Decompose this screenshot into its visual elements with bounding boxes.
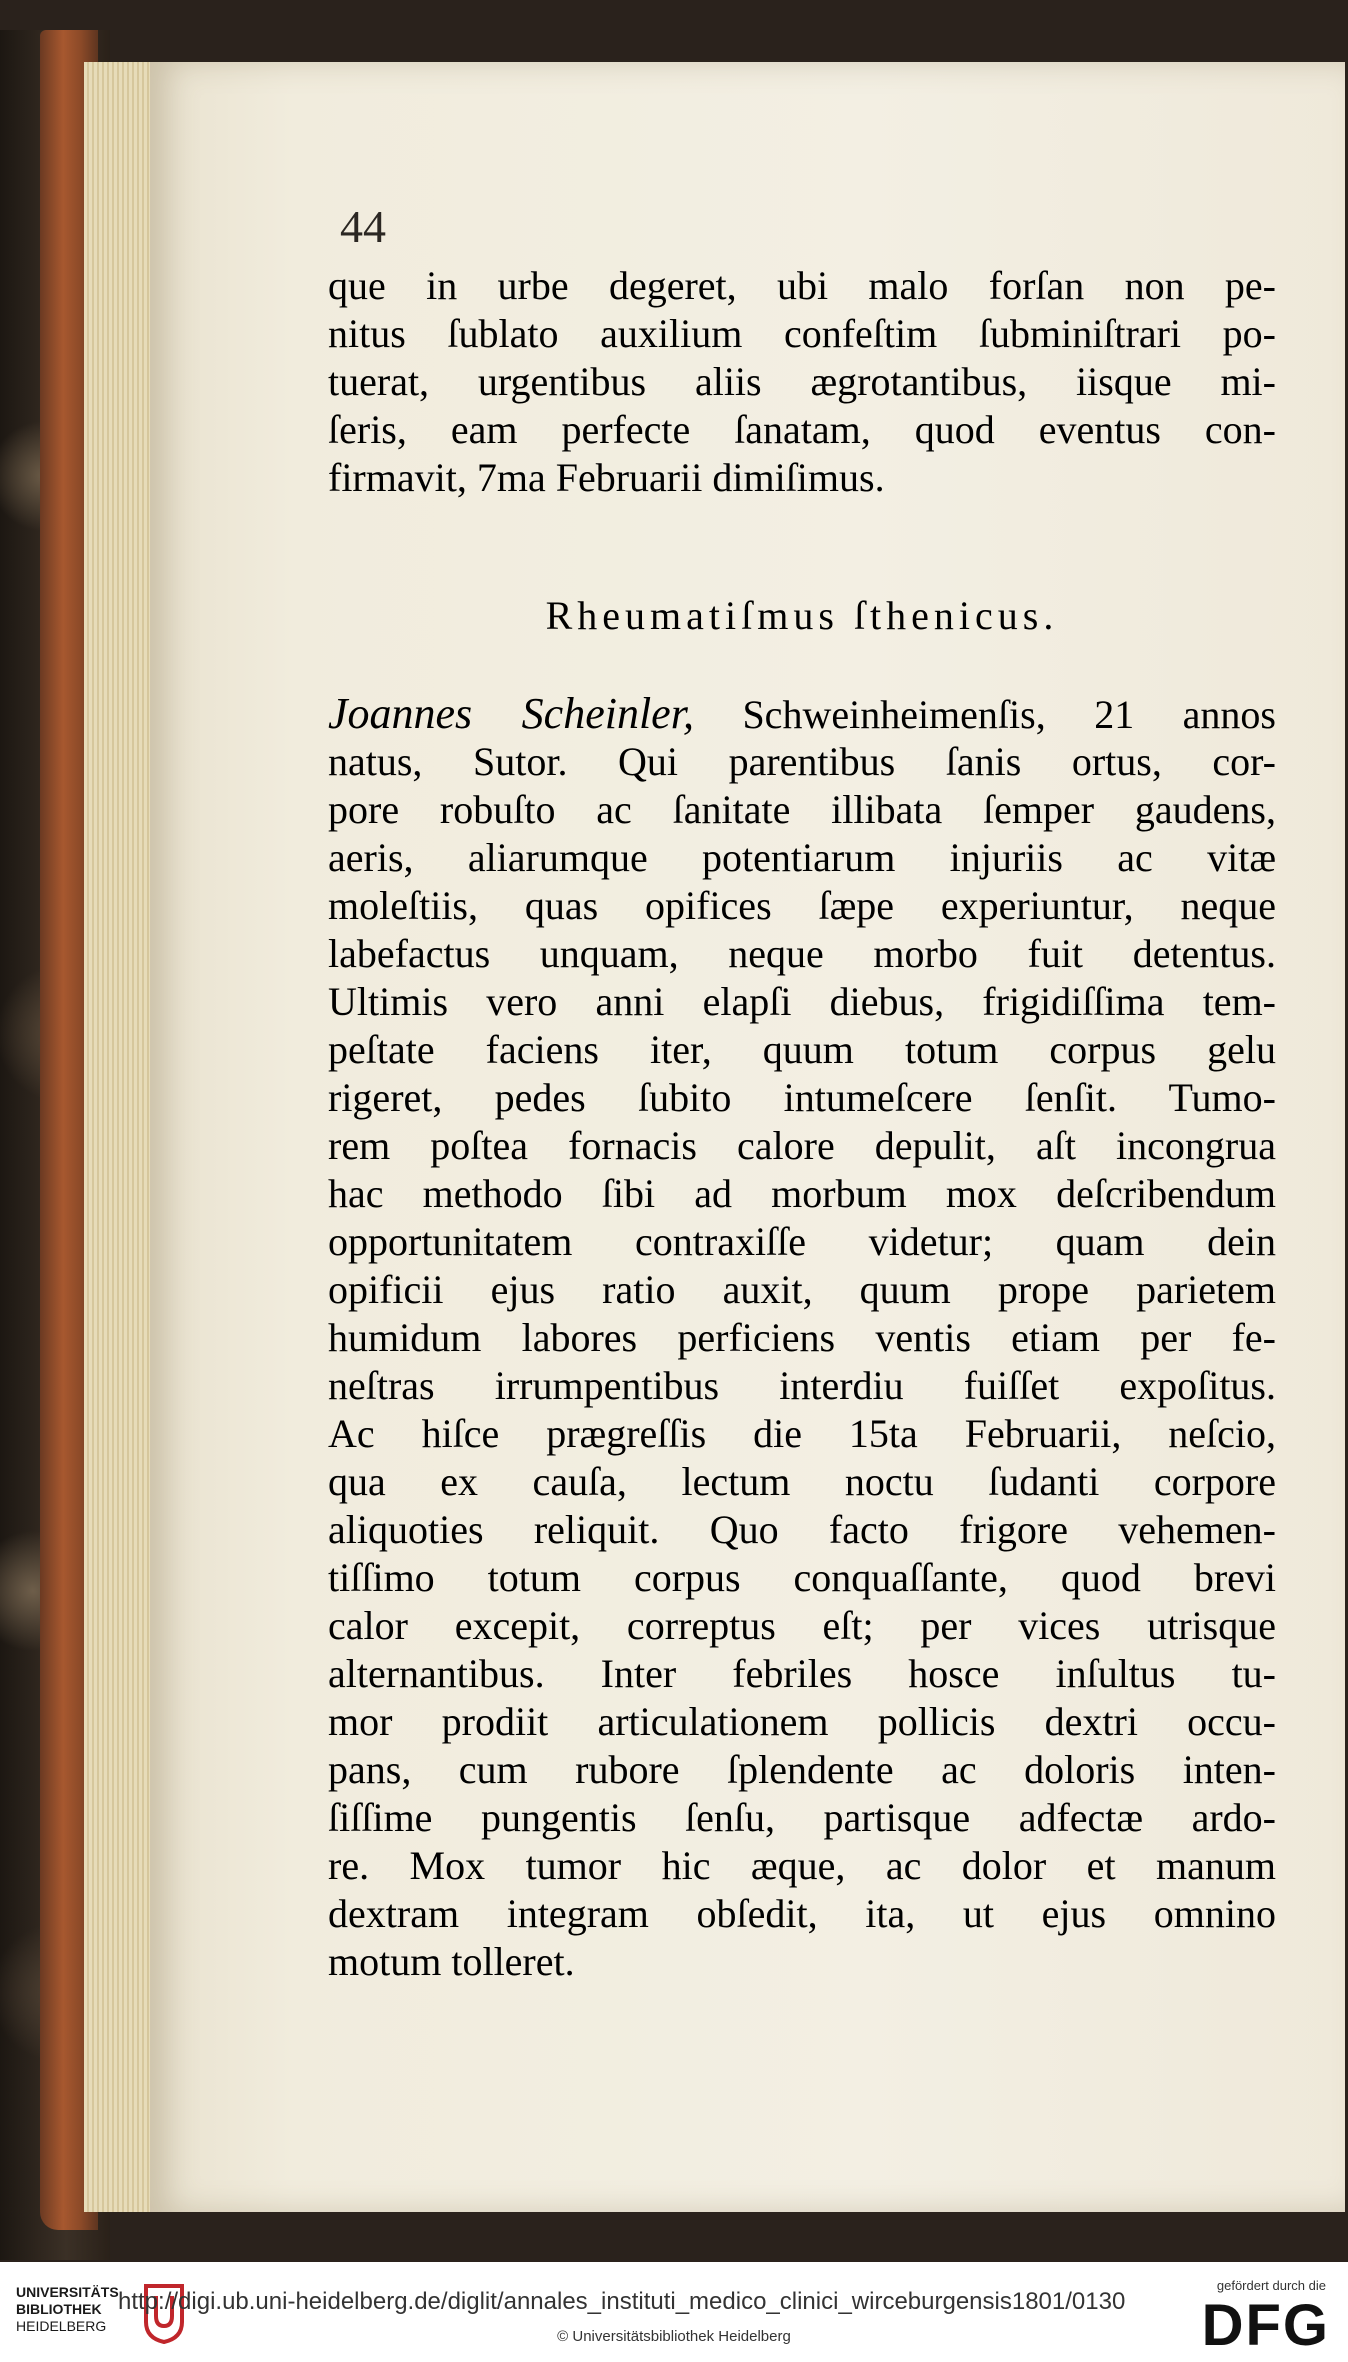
text-line: peſtate faciens iter, quum totum corpus gelu — [328, 1027, 1276, 1072]
text-line: pans, cum rubore ſplendente ac doloris inten- — [328, 1747, 1276, 1792]
text-line: natus, Sutor. Qui parentibus ſanis ortus, cor- — [328, 739, 1276, 784]
text-line: hac methodo ſibi ad morbum mox deſcribendum — [328, 1171, 1276, 1216]
text-line: ſiſſime pungentis ſenſu, partisque adfectæ ardo- — [328, 1795, 1276, 1840]
text-line: tiſſimo totum corpus conquaſſante, quod brevi — [328, 1555, 1276, 1600]
text-line: dextram integram obſedit, ita, ut ejus omnino — [328, 1891, 1276, 1936]
text-line: moleſtiis, quas opifices ſæpe experiuntur, neque — [328, 883, 1276, 928]
case-first-line — [328, 690, 1276, 738]
permalink-url[interactable]: http://digi.ub.uni-heidelberg.de/diglit/annales_instituti_medico_clinici_wirceburgensis1801/0130 — [118, 2288, 1126, 2315]
text-line: opportunitatem contraxiſſe videtur; quam dein — [328, 1219, 1276, 1264]
text-line: aliquoties reliquit. Quo facto frigore vehemen- — [328, 1507, 1276, 1552]
text-line: rigeret, pedes ſubito intumeſcere ſenſit. Tumo- — [328, 1075, 1276, 1120]
page-number: 44 — [340, 201, 386, 252]
text-line: tuerat, urgentibus aliis ægrotantibus, iisque mi- — [328, 359, 1276, 404]
dfg-logo: DFG — [1201, 2293, 1330, 2358]
text-line: re. Mox tumor hic æque, ac dolor et manum — [328, 1843, 1276, 1888]
viewer-footer — [0, 2262, 1348, 2362]
text-line: Ultimis vero anni elapſi diebus, frigidiſſima tem- — [328, 979, 1276, 1024]
library-name-line2: BIBLIOTHEK — [16, 2301, 102, 2317]
text-line: aeris, aliarumque potentiarum injuriis ac vitæ — [328, 835, 1276, 880]
text-line: humidum labores perficiens ventis etiam per fe- — [328, 1315, 1276, 1360]
text-line: qua ex cauſa, lectum noctu ſudanti corpore — [328, 1459, 1276, 1504]
text-line: opificii ejus ratio auxit, quum prope parietem — [328, 1267, 1276, 1312]
text-line: alternantibus. Inter febriles hosce inſultus tu- — [328, 1651, 1276, 1696]
text-line: ſeris, eam perfecte ſanatam, quod eventus con- — [328, 407, 1276, 452]
text-line: nitus ſublato auxilium confeſtim ſubminiſtrari po- — [328, 311, 1276, 356]
text-line: que in urbe degeret, ubi malo forſan non pe- — [328, 263, 1276, 308]
first-line-text: Schweinheimenſis, 21 annos — [742, 692, 1276, 737]
text-line: motum tolleret. — [328, 1939, 575, 1984]
text-line: neſtras irrumpentibus interdiu fuiſſet expoſitus. — [328, 1363, 1276, 1408]
text-line: mor prodiit articulationem pollicis dextri occu- — [328, 1699, 1276, 1744]
text-line: calor excepit, correptus eſt; per vices utrisque — [328, 1603, 1276, 1648]
text-line: rem poſtea fornacis calore depulit, aſt incongrua — [328, 1123, 1276, 1168]
text-line: firmavit, 7ma Februarii dimiſimus. — [328, 455, 885, 500]
text-line: labefactus unquam, neque morbo fuit detentus. — [328, 931, 1276, 976]
library-name-line3: HEIDELBERG — [16, 2318, 107, 2334]
library-name-line1: UNIVERSITÄTS — [16, 2284, 119, 2300]
text-line: Ac hiſce prægreſſis die 15ta Februarii, neſcio, — [328, 1411, 1276, 1456]
funded-by-label: gefördert durch die — [1216, 2278, 1326, 2293]
section-heading: Rheumatiſmus ſthenicus. — [545, 593, 1059, 638]
copyright-notice: © Universitätsbibliothek Heidelberg — [557, 2328, 791, 2345]
patient-name: Joannes Scheinler, — [328, 689, 694, 738]
text-line: pore robuſto ac ſanitate illibata ſemper gaudens, — [328, 787, 1276, 832]
